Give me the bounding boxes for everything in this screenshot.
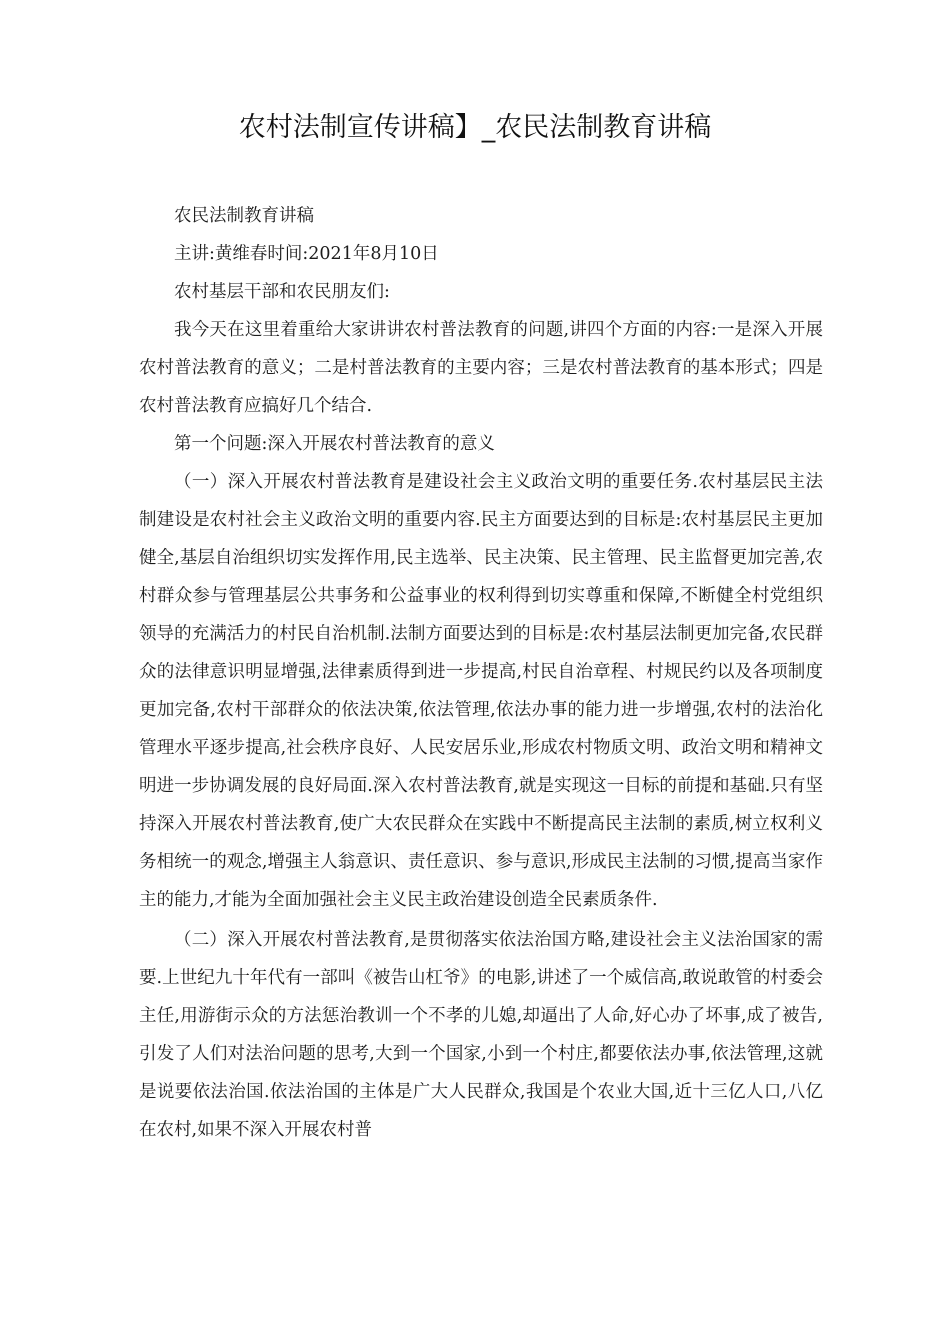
document-title: 农村法制宣传讲稿】_农民法制教育讲稿 <box>238 112 712 143</box>
body-paragraph-2: （二）深入开展农村普法教育,是贯彻落实依法治国方略,建设社会主义法治国家的需要.上世纪九十年代有一部叫《被告山杠爷》的电影,讲述了一个威信高,敢说敢管的村委会主任,用游街示众的方法惩治教训一个不孝的儿媳,却逼出了人命,好心办了坏事,成了被告,引发了人们对法治问题的思考,大到一个国家,小到一个村庄,都要依法办事,依法管理,这就是说要依法治国.依法治国的主体是广大人民群众,我国是个农业大国,近十三亿人口,八亿在农村,如果不深入开展农村普 <box>139 930 823 1140</box>
lecture-heading: 农民法制教育讲稿 <box>174 206 314 226</box>
section-heading-1: 第一个问题:深入开展农村普法教育的意义 <box>174 434 495 454</box>
document-body <box>139 197 823 1149</box>
intro-paragraph: 我今天在这里着重给大家讲讲农村普法教育的问题,讲四个方面的内容:一是深入开展农村普法教育的意义；二是村普法教育的主要内容；三是农村普法教育的基本形式；四是农村普法教育应搞好几个结合. <box>139 320 823 416</box>
salutation: 农村基层干部和农民朋友们: <box>174 282 390 302</box>
body-paragraph-1: （一）深入开展农村普法教育是建设社会主义政治文明的重要任务.农村基层民主法制建设是农村社会主义政治文明的重要内容.民主方面要达到的目标是:农村基层民主更加健全,基层自治组织切实发挥作用,民主选举、民主决策、民主管理、民主监督更加完善,农村群众参与管理基层公共事务和公益事业的权利得到切实尊重和保障,不断健全村党组织领导的充满活力的村民自治机制.法制方面要达到的目标是:农村基层法制更加完备,农民群众的法律意识明显增强,法律素质得到进一步提高,村民自治章程、村规民约以及各项制度更加完备,农村干部群众的依法决策,依法管理,依法办事的能力进一步增强,农村的法治化管理水平逐步提高,社会秩序良好、人民安居乐业,形成农村物质文明、政治文明和精神文明进一步协调发展的良好局面.深入农村普法教育,就是实现这一目标的前提和基础.只有坚持深入开展农村普法教育,使广大农民群众在实践中不断提高民主法制的素质,树立权利义务相统一的观念,增强主人翁意识、责任意识、参与意识,形成民主法制的习惯,提高当家作主的能力,才能为全面加强社会主义民主政治建设创造全民素质条件. <box>139 472 823 910</box>
speaker-date-line: 主讲:黄维春时间:2021年8月10日 <box>174 244 439 264</box>
